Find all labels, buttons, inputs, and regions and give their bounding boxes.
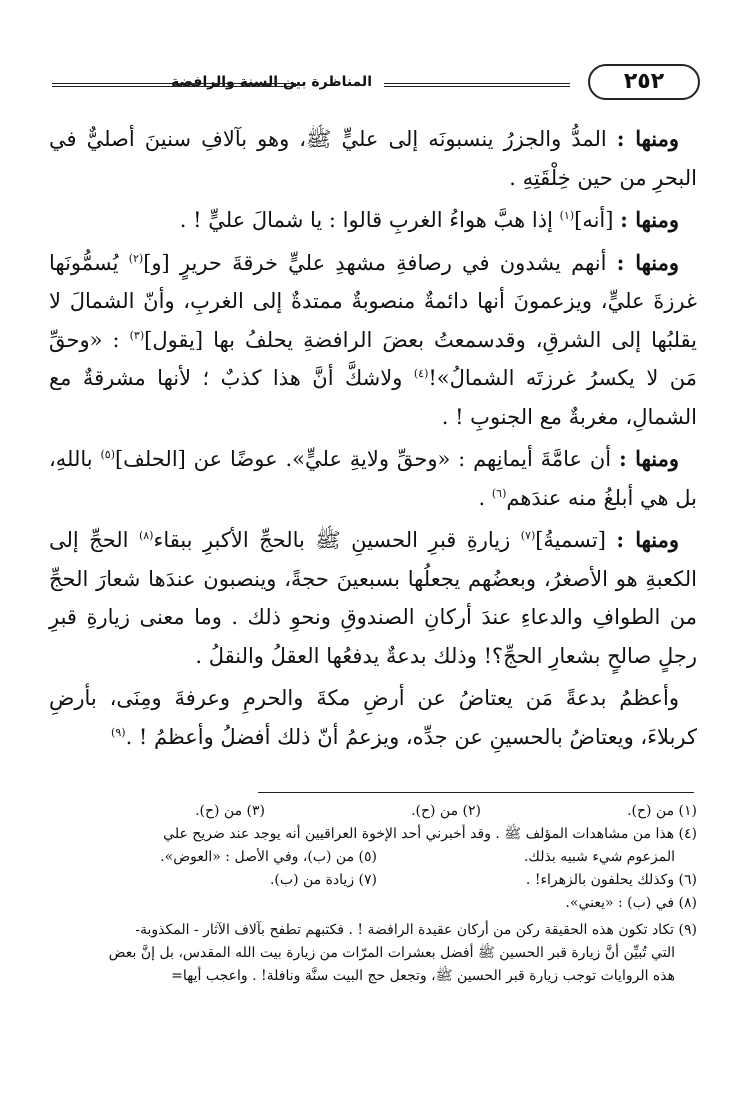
- page-header: [52, 62, 700, 106]
- footnote-ref: (٢): [128, 251, 144, 265]
- paragraph-text: : «وحقِّ مَن لا يكسرُ غرزتَه الشمالُ»!: [49, 327, 697, 390]
- paragraph-text: المدُّ والجزرُ ينسبونَه إلى عليٍّ ﷺ، وهو بآلافِ سنينَ أصليٌّ في البحرِ من حين خِلْقَتِهِ .: [49, 127, 697, 190]
- paragraph: [49, 521, 697, 675]
- footnote: (٤) هذا من مشاهدات المؤلف ﷺ . وقد أخبرني أحد الإخوة العراقيين أنه يوجد عند ضريح علي: [163, 826, 697, 842]
- footnote-row: [49, 846, 697, 869]
- footnote: المزعوم شيء شبيه بذلك.: [523, 849, 675, 865]
- footnote: التي تُبيِّن أنَّ زيارة قبر الحسين ﷺ أفضل بعشرات المرّات من زيارة بيت الله المقدس، بل إنَّ بعض: [108, 945, 675, 961]
- paragraph-text: [أنه]: [574, 208, 621, 232]
- paragraph: [49, 120, 697, 197]
- paragraph-text: وأعظمُ بدعةً مَن يعتاضُ عن أرضِ مكةَ والحرمِ وعرفةَ ومِنَى، بأرضِ كربلاءَ، ويعتاضُ بالحسينِ عن جدِّه، ويزعمُ أنّ ذلك أفضلُ وأعظمُ ! .: [49, 686, 697, 749]
- paragraph-text: أن عامَّةَ أيمانِهم : «وحقِّ ولايةِ عليٍّ». عوضًا عن [الحلف]: [114, 447, 619, 471]
- footnote-ref: (١): [559, 209, 575, 222]
- paragraph-text: أنهم يشدون في رصافةِ مشهدِ عليٍّ خرقةَ حريرٍ [و]: [143, 250, 617, 275]
- footnote-ref: (٩): [111, 725, 126, 739]
- footnote-ref: (٦): [491, 486, 507, 500]
- footnote-separator: [258, 792, 694, 793]
- paragraph-lead: ومنها :: [616, 126, 680, 151]
- paragraph: [49, 201, 697, 240]
- footnote-ref: (٨): [138, 529, 154, 542]
- paragraph-text: [تسميةُ]: [535, 528, 617, 552]
- page-number: ٢٥٢: [588, 64, 700, 100]
- footnote: (٥) من (ب)، وفي الأصل : «العوض».: [160, 849, 377, 865]
- paragraph-text: الحجِّ إلى الكعبةِ هو الأصغرُ، وبعضُهم يجعلُها بسبعينَ حجةً، وينصبون عندَها شعارَ الحجِّ من الطوافِ والدعاءِ عندَ أركانِ الصندوقِ ونحوِ ذلك . وما معنى زيارةِ قبرِ رجلٍ صالحٍ بشعارِ الحجِّ؟! وذلك بدعةٌ يدفعُها العقلُ والنقلُ .: [49, 528, 697, 668]
- footnote: (١) من (ح).: [627, 803, 697, 819]
- footnote: هذه الروايات توجب زيارة قبر الحسين ﷺ، وتجعل حج البيت سنَّة ونافلة! . واعجب أيها=: [171, 968, 675, 984]
- paragraph-text: إذا هبَّ هواءُ الغربِ قالوا : يا شمالَ عليٍّ ! .: [179, 208, 560, 232]
- paragraph-text: زيارةِ قبرِ الحسينِ ﷺ بالحجِّ الأكبرِ ببقاء: [153, 528, 521, 552]
- main-text: [49, 120, 697, 760]
- footnote: (٨) في (ب) : «يعني».: [565, 895, 697, 911]
- paragraph-lead: ومنها :: [618, 446, 679, 471]
- paragraph-text: باللهِ، بل هي أبلغُ منه عندَهم: [49, 447, 697, 510]
- paragraph-lead: ومنها :: [620, 207, 679, 232]
- footnote: (٢) من (ح).: [411, 803, 481, 819]
- header-rule-left: [52, 83, 296, 87]
- paragraph-lead: ومنها :: [616, 249, 679, 275]
- paragraph-text: يُسمُّونَها غرزةَ عليٍّ، ويزعمونَ أنها دائمةٌ منصوبةٌ ممتدةٌ إلى الغربِ، وأنّ الشمالَ لا يقلبُها إلى الشرقِ، وقدسمعتُ بعضَ الرافضةِ يحلفُ بها [يقول]: [49, 250, 697, 352]
- paragraph-text: .: [478, 485, 492, 510]
- header-rule-right: [384, 83, 570, 87]
- footnote: (٣) من (ح).: [195, 803, 265, 819]
- footnote: (٩) تكاد تكون هذه الحقيقة ركن من أركان عقيدة الرافضة ! . فكتبهم تطفح بآلاف الآثار - المكذوبة-: [135, 922, 697, 938]
- running-title: المناظرة بين السنة والرافضة: [171, 74, 372, 90]
- paragraph-text: ولاشكَّ أنَّ هذا كذبٌ ؛ لأنها مشرقةٌ مع الشمالِ، مغربةٌ مع الجنوبِ ! .: [49, 366, 697, 429]
- footnote-ref: (٣): [129, 328, 145, 342]
- paragraph: [49, 440, 697, 517]
- footnote-ref: (٥): [100, 448, 115, 461]
- footnotes: [49, 800, 697, 988]
- footnote: (٦) وكذلك يحلفون بالزهراء! .: [525, 872, 697, 888]
- footnote-ref: (٧): [520, 529, 536, 542]
- footnote: (٧) زيادة من (ب).: [269, 872, 377, 888]
- footnote-row: [49, 869, 697, 892]
- paragraph-lead: ومنها :: [616, 527, 679, 552]
- paragraph: [49, 244, 697, 437]
- paragraph: [49, 679, 697, 756]
- footnote-ref: (٤): [413, 367, 429, 380]
- footnote-row: [49, 800, 697, 823]
